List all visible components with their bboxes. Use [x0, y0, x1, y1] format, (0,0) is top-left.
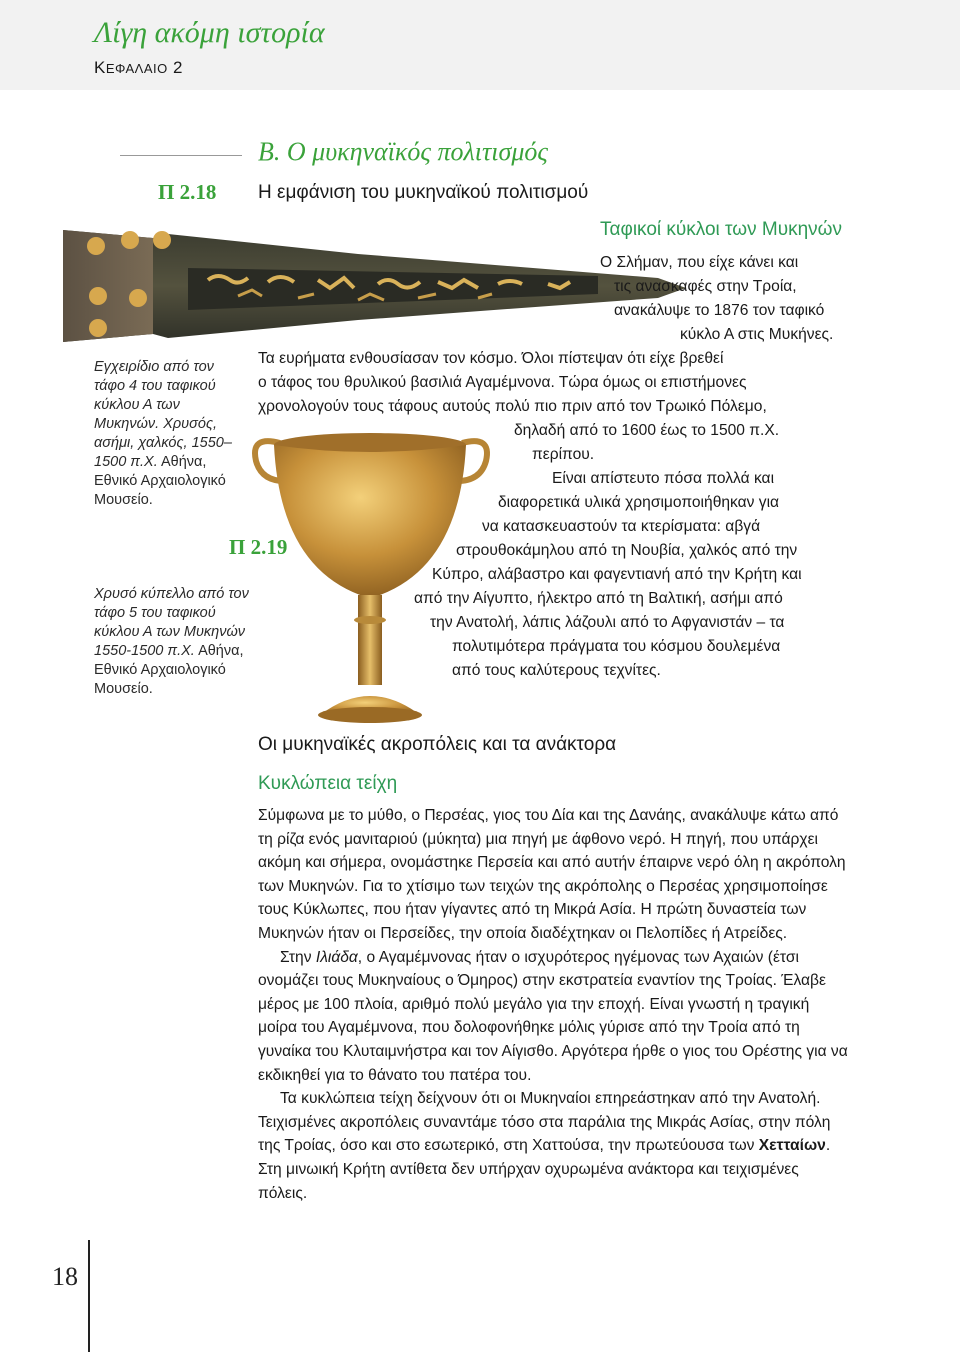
tombs-line-2: τις ανασκαφές στην Τροία, — [614, 278, 797, 295]
tombs-line-14: Κύπρο, αλάβαστρο και φαγεντιανή από την Κρήτη και — [432, 566, 802, 583]
acropolis-body — [258, 804, 848, 1205]
paragraph-2-rest: , ο Αγαμέμνονας ήταν ο ισχυρότερος ηγέμονας των Αχαιών (έτσι ονομάζει τους Μυκηναίους ο Όμηρος) στην εκστρατεία εναντίον της Τροίας. Έλαβε μέρος με 100 πλοία, αριθμό πολύ μεγάλο για την εποχή. Είναι γνωστή η τραγική μοίρα του Αγαμέμνονα, που δολοφονήθηκε μόλις γύρισε από την Τροία από τη γυναίκα του Κλυταιμνήστρα και τον Αίγισθο. Αργότερα ήρθε ο γιος του Ορέστης για να εκδικηθεί για το θάνατο του πατέρα του. — [258, 948, 848, 1084]
tombs-heading: Ταφικοί κύκλοι των Μυκηνών — [600, 219, 843, 240]
paragraph-3-start: Τα κυκλώπεια τείχη δείχνουν ότι οι Μυκηναίοι επηρεάστηκαν από την Ανατολή. Τειχισμένες ακροπόλεις συναντάμε τόσο στα παράλια της Μικράς Ασίας, στην πόλη της Τροίας, όσο και στο εσωτερικό, στη Χαττούσα, την πρωτεύουσα των — [258, 1090, 831, 1155]
tombs-line-5: Τα ευρήματα ενθουσίασαν τον κόσμο. Όλοι πίστεψαν ότι είχε βρεθεί — [258, 350, 724, 367]
chapter-number: 2 — [173, 58, 183, 77]
tombs-line-10: Είναι απίστευτο πόσα πολλά και — [552, 470, 775, 487]
section-subtitle: Η εμφάνιση του μυκηναϊκού πολιτισμού — [258, 182, 589, 203]
iliad-title: Ιλιάδα — [315, 948, 358, 966]
page-number-rule — [88, 1240, 90, 1352]
paragraph-3 — [258, 1087, 848, 1205]
caption-1-italic: Εγχειρίδιο από τον τάφο 4 του ταφικού κύκλου Α των Μυκηνών. Χρυσός, ασήμι, χαλκός, 1550–1500 π.Χ. — [94, 359, 232, 470]
tombs-line-16: την Ανατολή, λάπις λάζουλι από το Αφγανιστάν – τα — [430, 614, 785, 631]
tombs-line-1: Ο Σλήμαν, που είχε κάνει και — [600, 254, 799, 271]
tombs-line-17: πολυτιμότερα πράγματα του κόσμου δουλεμένα — [452, 638, 781, 655]
dagger-image — [58, 210, 688, 360]
paragraph-3-rest: . Στη μινωική Κρήτη αντίθετα δεν υπήρχαν οχυρωμένα ανάκτορα και τειχισμένες πόλεις. — [258, 1137, 831, 1202]
paragraph-2 — [258, 946, 848, 1088]
book-title: Λίγη ακόμη ιστορία — [94, 16, 325, 49]
tombs-line-9: περίπου. — [532, 446, 595, 463]
tombs-line-4: κύκλο Α στις Μυκήνες. — [680, 326, 834, 343]
acropolis-heading: Οι μυκηναϊκές ακροπόλεις και τα ανάκτορα — [258, 734, 617, 755]
paragraph-1: Σύμφωνα με το μύθο, ο Περσέας, γιος του Δία και της Δανάης, ανακάλυψε κάτω από τη ρίζα ενός μανιταριού (μύκητα) μια πηγή με άφθονο νερό. Η πηγή, που υπάρχει ακόμη και σήμερα, ονομάστηκε Περσεία και από αυτήν έπαιρνε νερό όλη η ακρόπολη των Μυκηνών. Για το χτίσιμο των τειχών της ακρόπολης ο Περσέας χρησιμοποίησε τους Κύκλωπες, που ήταν γίγαντες από τη Μικρά Ασία. Η πρώτη δυναστεία των Μυκηνών ήταν οι Περσείδες, την οποία διαδέχτηκαν οι Πελοπίδες ή Ατρείδες. — [258, 807, 846, 942]
tombs-line-6: ο τάφος του θρυλικού βασιλιά Αγαμέμνονα. Τώρα όμως οι επιστήμονες — [258, 374, 747, 391]
tombs-line-13: στρουθοκάμηλου από τη Νουβία, χαλκός από την — [456, 542, 798, 559]
page-number: 18 — [52, 1262, 78, 1291]
tombs-line-7: χρονολογούν τους τάφους αυτούς πολύ πιο πριν από τον Τρωικό Πόλεμο, — [258, 398, 767, 415]
tombs-line-15: από την Αίγυπτο, ήλεκτρο από τη Βαλτική, ασήμι από — [414, 590, 783, 607]
figure-label-1: Π 2.18 — [158, 180, 217, 204]
figure-caption-1 — [94, 358, 244, 510]
caption-2-plain: Αθήνα, Εθνικό Αρχαιολογικό Μουσείο. — [94, 643, 244, 697]
figure-label-2: Π 2.19 — [229, 535, 288, 559]
tombs-line-18: από τους καλύτερους τεχνίτες. — [452, 662, 661, 679]
tombs-line-12: να κατασκευαστούν τα κτερίσματα: αβγά — [482, 518, 761, 535]
hittites-term: Χετταίων — [758, 1137, 826, 1155]
caption-2-italic: Χρυσό κύπελλο από τον τάφο 5 του ταφικού κύκλου Α των Μυκηνών 1550-1500 π.Χ. — [94, 586, 249, 659]
paragraph-2-start: Στην — [280, 948, 316, 966]
chapter-prefix: Κ — [94, 58, 106, 77]
tombs-line-8: δηλαδή από το 1600 έως το 1500 π.Χ. — [514, 422, 780, 439]
chapter-label — [94, 58, 183, 78]
cyclopean-walls-heading: Κυκλώπεια τείχη — [258, 773, 398, 794]
figure-caption-2 — [94, 585, 259, 699]
divider-rule — [120, 155, 242, 156]
caption-1-plain: Αθήνα, Εθνικό Αρχαιολογικό Μουσείο. — [94, 454, 226, 508]
section-title: Β. Ο μυκηναϊκός πολιτισμός — [258, 137, 548, 166]
tombs-line-3: ανακάλυψε το 1876 τον ταφικό — [614, 302, 825, 319]
chapter-word: ΕΦΑΛΑΙΟ — [105, 61, 168, 76]
tombs-line-11: διαφορετικά υλικά χρησιμοποιήθηκαν για — [498, 494, 780, 511]
